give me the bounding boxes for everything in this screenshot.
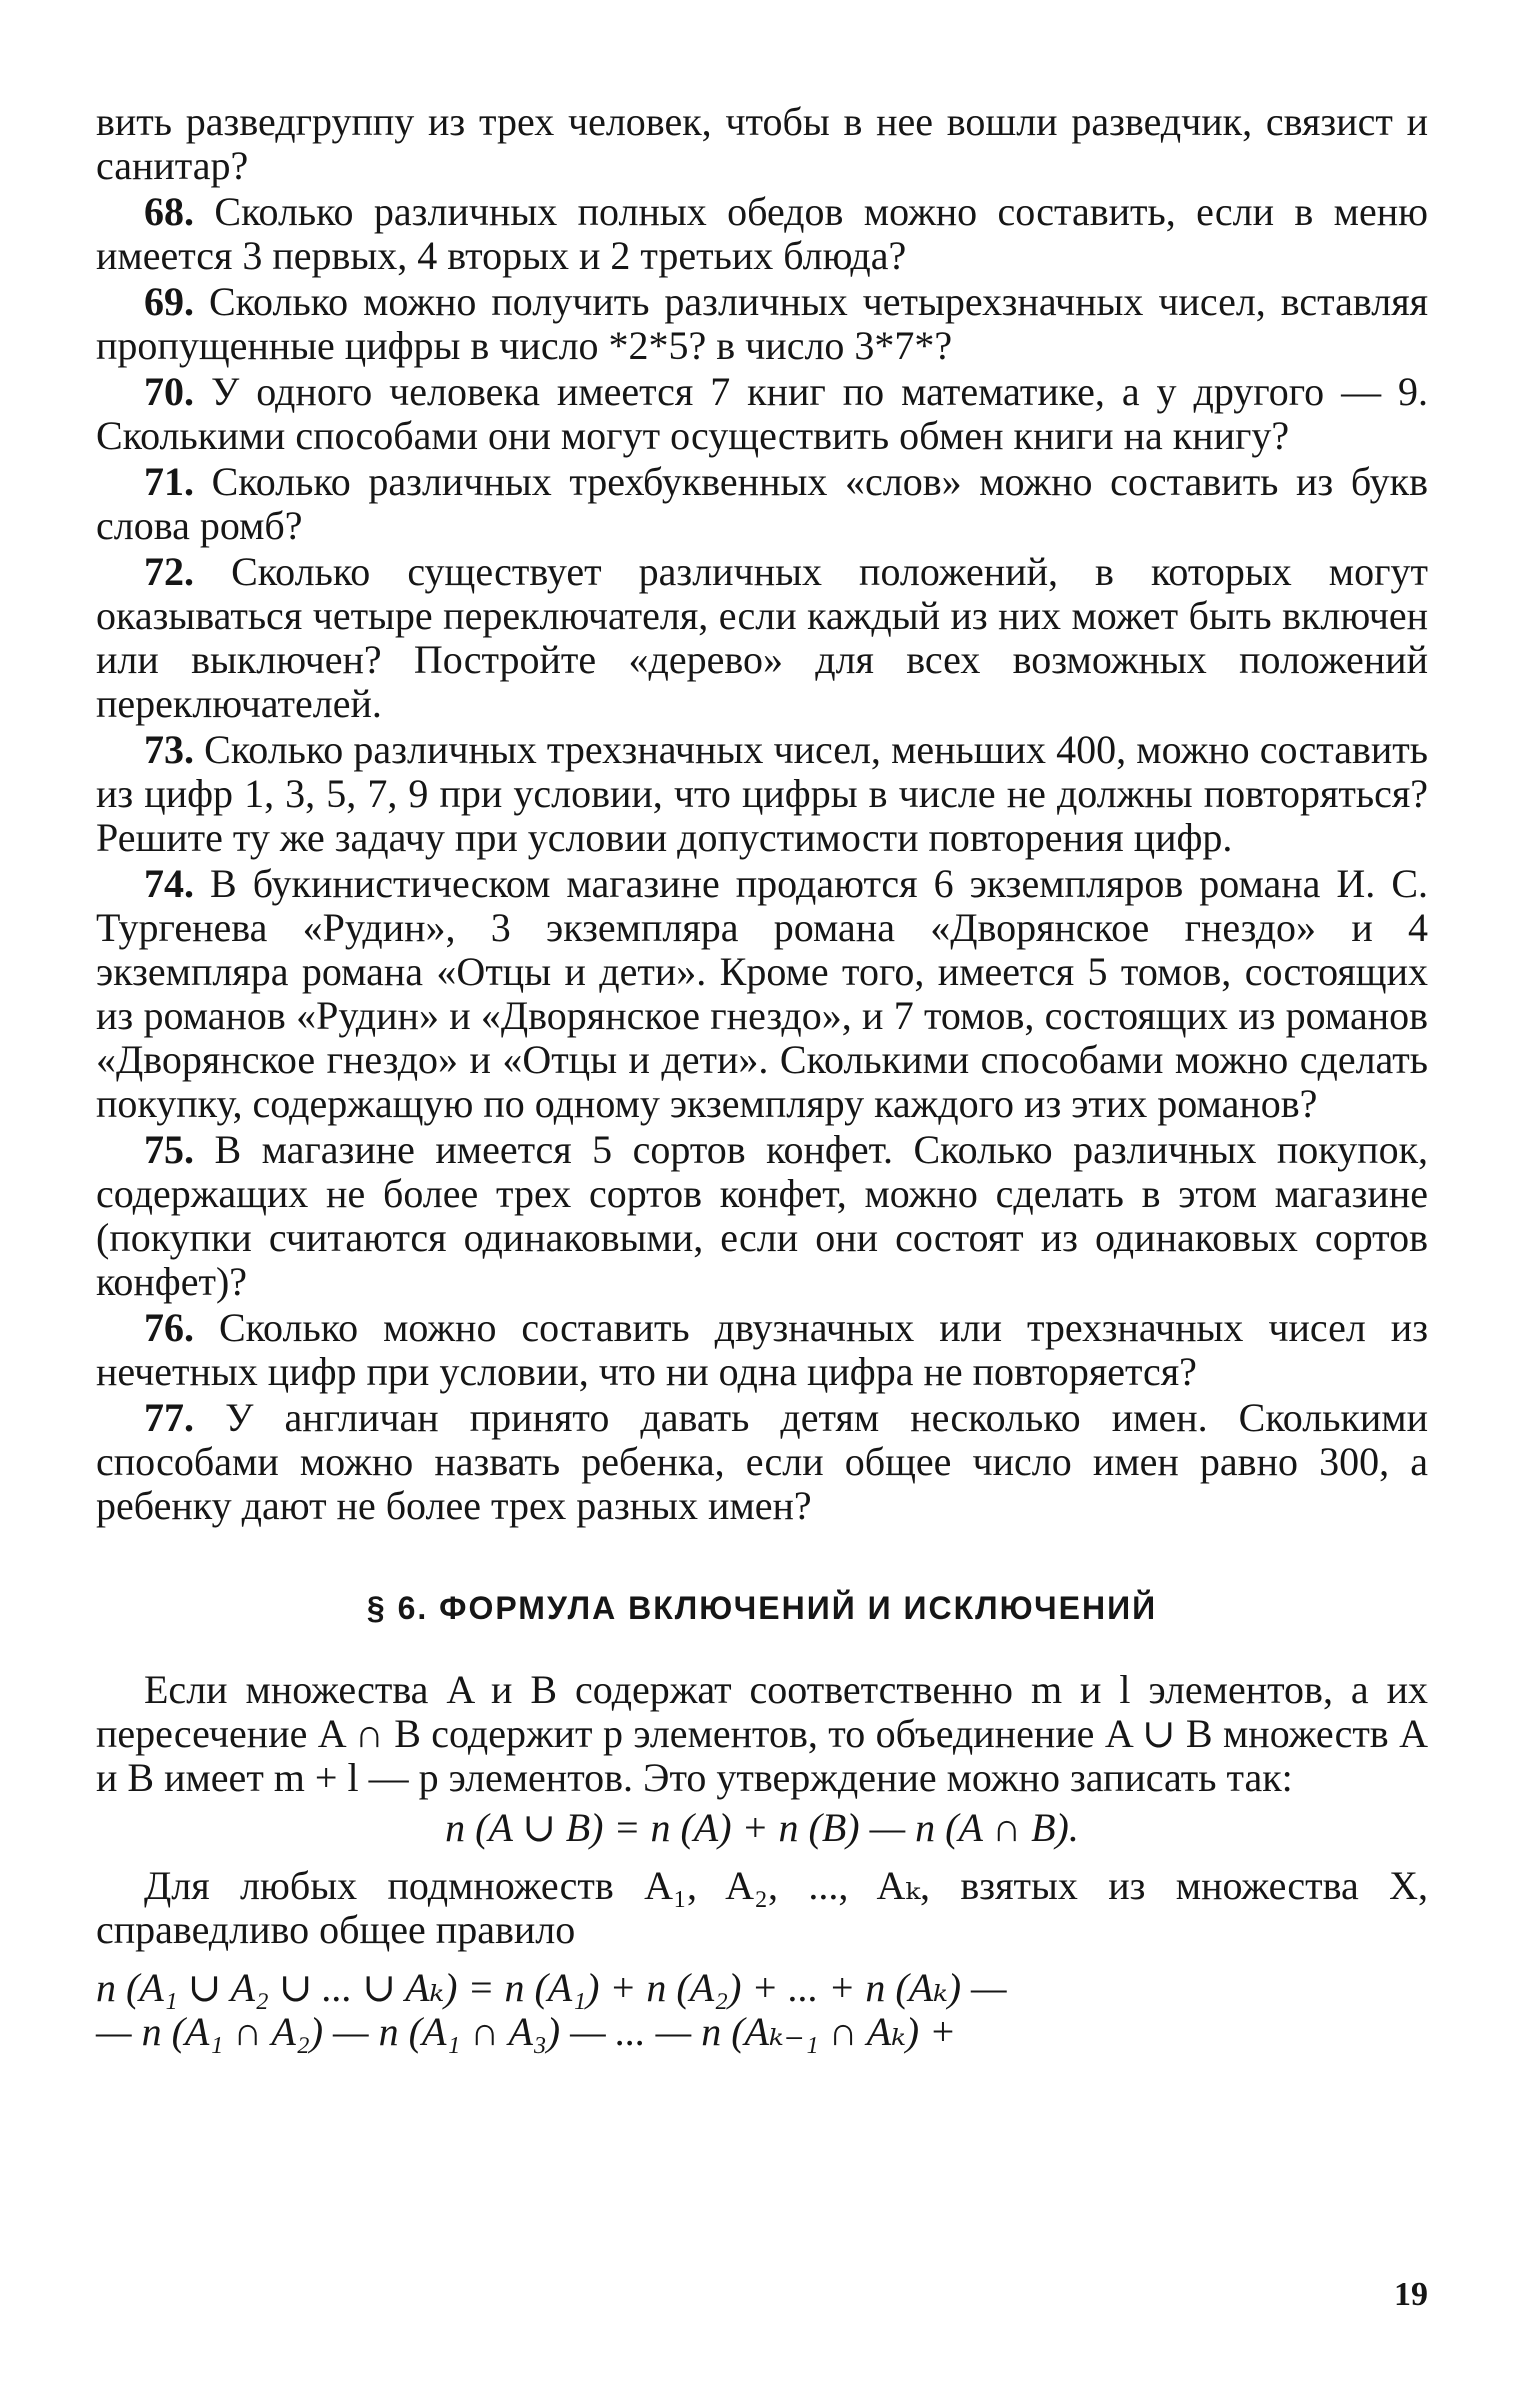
section-heading: § 6. ФОРМУЛА ВКЛЮЧЕНИЙ И ИСКЛЮЧЕНИЙ <box>366 1590 1158 1626</box>
problem-number: 70. <box>144 369 194 414</box>
problem-text: В букинистическом магазине продаются 6 экземпляров романа И. С. Тургенева «Рудин», 3 экземпляра романа «Дворянское гнездо» и 4 экземпляра романа «Отцы и дети». Кроме того, имеется 5 томов, состоящих из романов «Рудин» и «Дворянское гнездо», и 7 томов, состоящих из романов «Дворянское гнездо» и «Отцы и дети». Сколькими способами можно сделать покупку, содержащую по одному экземпляру каждого из этих романов? <box>96 861 1428 1126</box>
problem-76 <box>96 1306 1428 1394</box>
problem-text: Сколько можно получить различных четырехзначных чисел, вставляя пропущенные цифры в число *2*5? в число 3*7*? <box>96 279 1428 368</box>
union-formula: n (A ∪ B) = n (A) + n (B) — n (A ∩ B). <box>445 1805 1079 1850</box>
problem-number: 73. <box>144 727 194 772</box>
problem-69 <box>96 280 1428 368</box>
problem-number: 71. <box>144 459 194 504</box>
problem-text: У одного человека имеется 7 книг по математике, а у другого — 9. Сколькими способами они могут осуществить обмен книги на книгу? <box>96 369 1429 458</box>
problem-70 <box>96 370 1428 458</box>
problem-text: Сколько различных трехзначных чисел, меньших 400, можно составить из цифр 1, 3, 5, 7, 9 при условии, что цифры в числе не должны повторяться? Решите ту же задачу при условии допустимости повторения цифр. <box>96 727 1428 860</box>
problem-number: 76. <box>144 1305 194 1350</box>
problem-number: 68. <box>144 189 194 234</box>
problem-text: Сколько различных трехбуквенных «слов» можно составить из букв слова ромб? <box>96 459 1428 548</box>
page-number: 19 <box>1394 2276 1428 2313</box>
problem-72 <box>96 550 1428 726</box>
problem-number: 75. <box>144 1127 194 1172</box>
problem-number: 72. <box>144 549 194 594</box>
problem-text: В магазине имеется 5 сортов конфет. Сколько различных покупок, содержащих не более трех сортов конфет, можно сделать в этом магазине (покупки считаются одинаковыми, если они состоят из одинаковых сортов конфет)? <box>96 1127 1428 1304</box>
problem-73 <box>96 728 1428 860</box>
problem-71 <box>96 460 1428 548</box>
problem-text: Сколько существует различных положений, в которых могут оказываться четыре переключателя, если каждый из них может быть включен или выключен? Постройте «дерево» для всех возможных положений переключателей. <box>96 549 1429 726</box>
page-text <box>96 100 1428 2054</box>
problem-text: У англичан принято давать детям несколько имен. Сколькими способами можно назвать ребенка, если общее число имен равно 300, а ребенку дают не более трех разных имен? <box>96 1395 1428 1528</box>
section-paragraph-1: Если множества A и B содержат соответственно m и l элементов, а их пересечение A ∩ B содержит p элементов, то объединение A ∪ B множеств A и B имеет m + l — p элементов. Это утверждение можно записать так: <box>96 1667 1428 1800</box>
problem-number: 74. <box>144 861 194 906</box>
general-formula-line-1: n (A₁ ∪ A₂ ∪ ... ∪ Aₖ) = n (A₁) + n (A₂) + ... + n (Aₖ) — <box>96 1965 1007 2010</box>
intro-paragraph: вить разведгруппу из трех человек, чтобы в нее вошли разведчик, связист и санитар? <box>96 99 1428 188</box>
problem-number: 69. <box>144 279 194 324</box>
problem-75 <box>96 1128 1428 1304</box>
problem-77 <box>96 1396 1428 1528</box>
problem-number: 77. <box>144 1395 194 1440</box>
section-paragraph-2: Для любых подмножеств A₁, A₂, ..., Aₖ, взятых из множества X, справедливо общее правило <box>96 1863 1428 1952</box>
problem-text: Сколько различных полных обедов можно составить, если в меню имеется 3 первых, 4 вторых и 2 третьих блюда? <box>96 189 1429 278</box>
general-formula-line-2: — n (A₁ ∩ A₂) — n (A₁ ∩ A₃) — ... — n (Aₖ₋₁ ∩ Aₖ) + <box>96 2009 957 2054</box>
problem-74 <box>96 862 1428 1126</box>
problem-text: Сколько можно составить двузначных или трехзначных чисел из нечетных цифр при условии, что ни одна цифра не повторяется? <box>96 1305 1428 1394</box>
problem-68 <box>96 190 1428 278</box>
